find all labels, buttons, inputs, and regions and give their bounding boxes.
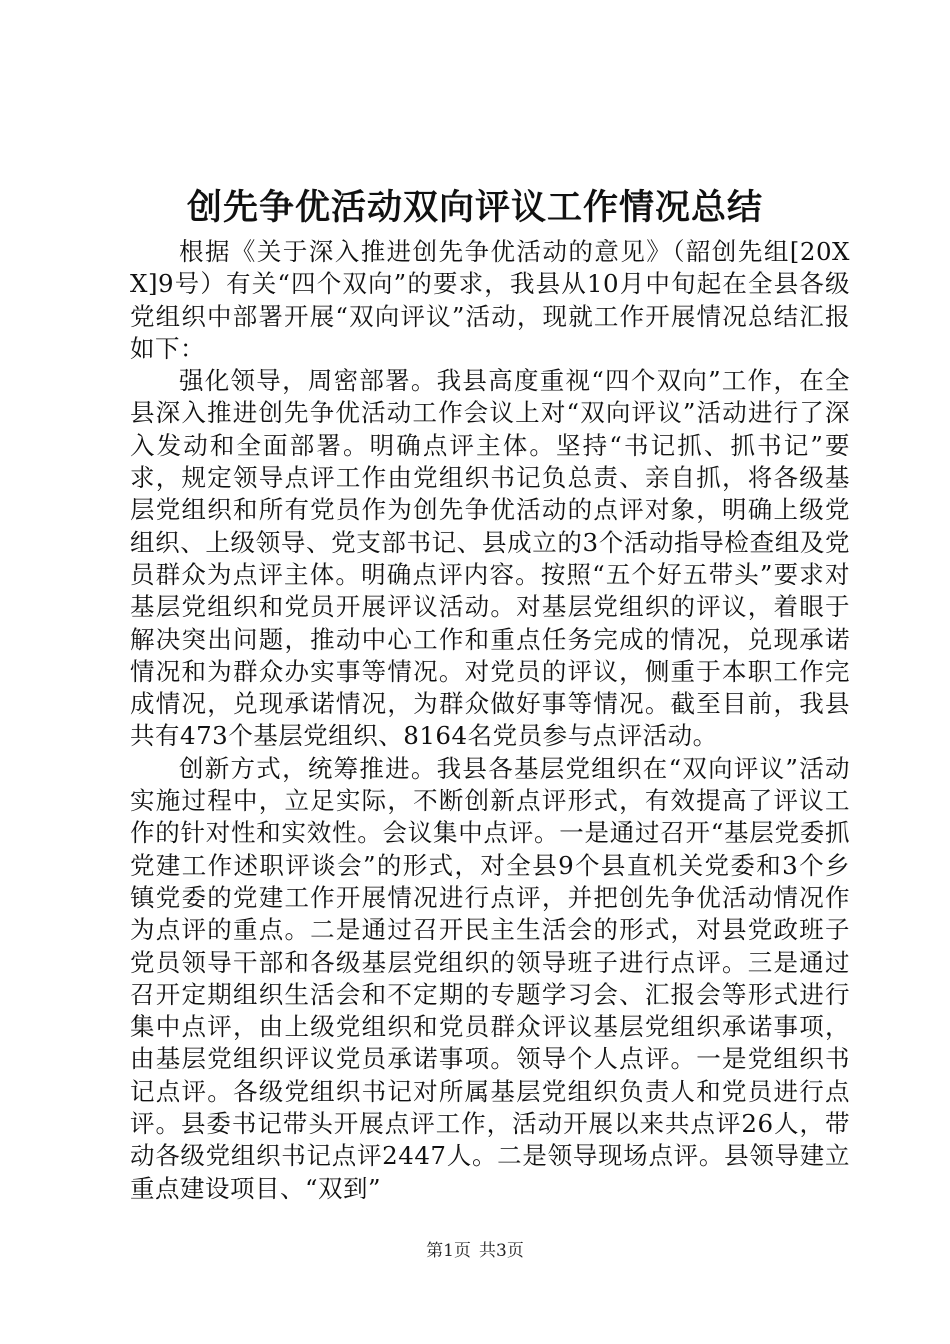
document-title: 创先争优活动双向评议工作情况总结 <box>186 187 763 228</box>
document-body <box>130 236 850 1205</box>
page-footer <box>0 1240 950 1262</box>
paragraph-intro: 根据《关于深入推进创先争优活动的意见》（韶创先组[20XX]9号）有关“四个双向”的要求，我县从10月中旬起在全县各级党组织中部署开展“双向评议”活动，现就工作开展情况总结汇报如下： <box>130 237 850 363</box>
page-number: 第1页 <box>426 1241 471 1261</box>
page-total: 共3页 <box>479 1241 524 1261</box>
paragraph-leadership: 强化领导，周密部署。我县高度重视“四个双向”工作，在全县深入推进创先争优活动工作会议上对“双向评议”活动进行了深入发动和全面部署。明确点评主体。坚持“书记抓、抓书记”要求，规定领导点评工作由党组织书记负总责、亲自抓，将各级基层党组织和所有党员作为创先争优活动的点评对象，明确上级党组织、上级领导、党支部书记、县成立的3个活动指导检查组及党员群众为点评主体。明确点评内容。按照“五个好五带头”要求对基层党组织和党员开展评议活动。对基层党组织的评议，着眼于解决突出问题，推动中心工作和重点任务完成的情况，兑现承诺情况和为群众办实事等情况。对党员的评议，侧重于本职工作完成情况，兑现承诺情况，为群众做好事等情况。截至目前，我县共有473个基层党组织、8164名党员参与点评活动。 <box>130 366 850 751</box>
paragraph-innovation: 创新方式，统筹推进。我县各基层党组织在“双向评议”活动实施过程中，立足实际，不断创新点评形式，有效提高了评议工作的针对性和实效性。会议集中点评。一是通过召开“基层党委抓党建工作述职评谈会”的形式，对全县9个县直机关党委和3个乡镇党委的党建工作开展情况进行点评，并把创先争优活动情况作为点评的重点。二是通过召开民主生活会的形式，对县党政班子党员领导干部和各级基层党组织的领导班子进行点评。三是通过召开定期组织生活会和不定期的专题学习会、汇报会等形式进行集中点评，由上级党组织和党员群众评议基层党组织承诺事项，由基层党组织评议党员承诺事项。领导个人点评。一是党组织书记点评。各级党组织书记对所属基层党组织负责人和党员进行点评。县委书记带头开展点评工作，活动开展以来共点评26人，带动各级党组织书记点评2447人。二是领导现场点评。县领导建立重点建设项目、“双到” <box>130 753 850 1203</box>
